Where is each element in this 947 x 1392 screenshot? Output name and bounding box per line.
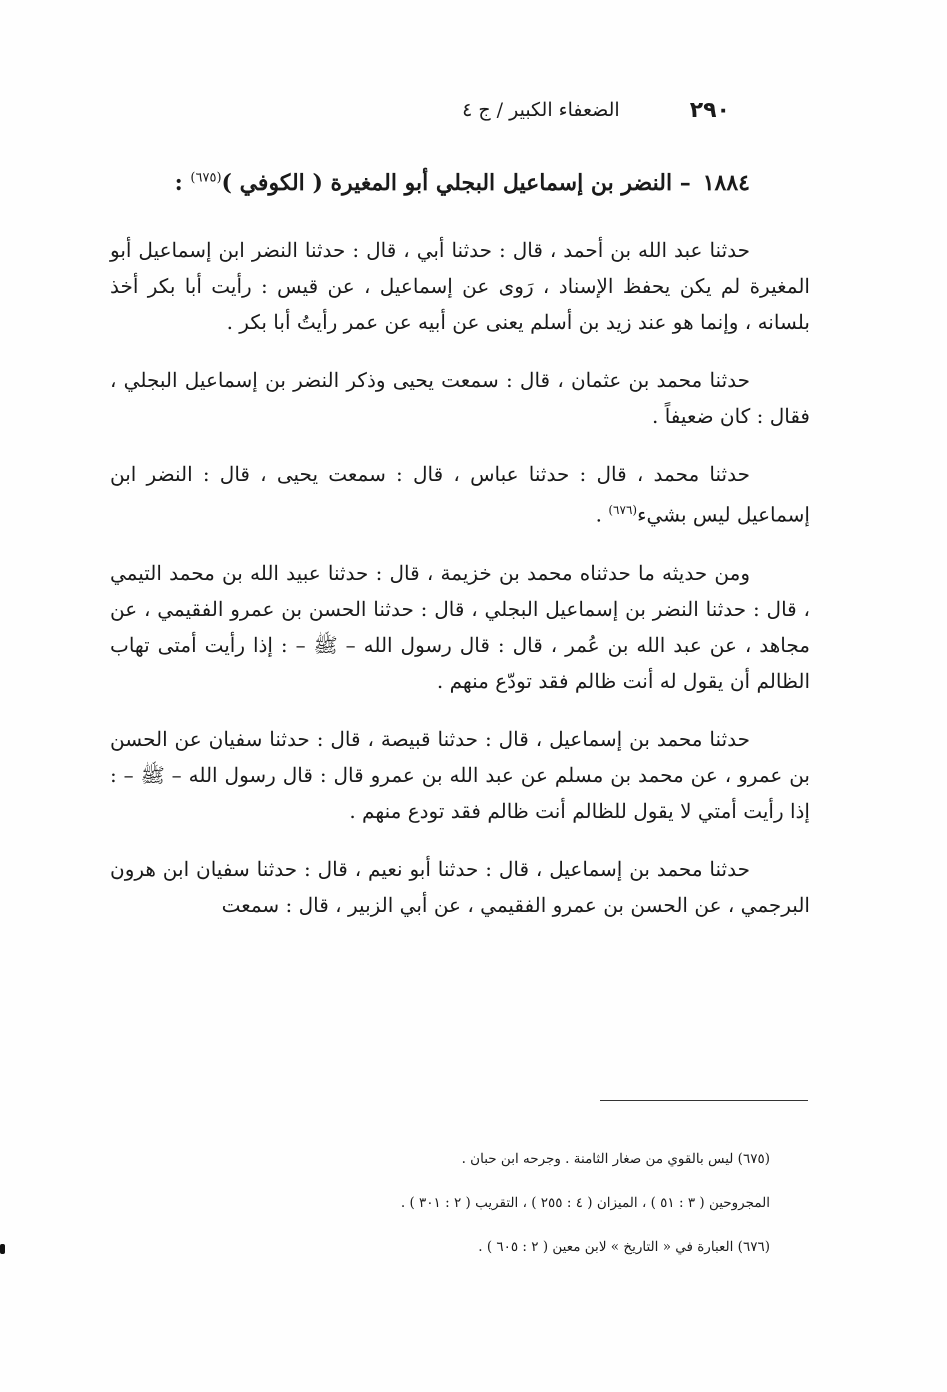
- paragraph-end: .: [595, 502, 609, 527]
- entry-body: [110, 232, 810, 945]
- paragraph-text: حدثنا محمد ، قال : حدثنا عباس ، قال : سمعت يحيى ، قال : النضر ابن إسماعيل ليس بشيء: [110, 462, 810, 527]
- page-number: ٢٩٠: [689, 97, 730, 123]
- paragraph-footnote-ref: (٦٧٦): [608, 503, 638, 517]
- running-title: الضعفاء الكبير / ج ٤: [462, 99, 620, 121]
- entry-footnote-ref: (٦٧٥): [190, 170, 222, 186]
- scan-edge-mark: [0, 1244, 5, 1254]
- footnotes: [140, 1148, 770, 1280]
- paragraph: حدثنا عبد الله بن أحمد ، قال : حدثنا أبي ، قال : حدثنا النضر ابن إسماعيل أبو المغيرة لم يكن يحفظ الإسناد ، رَوى عن إسماعيل ، عن قيس : رأيت أبا بكر أخذ بلسانه ، وإنما هو عند زيد بن أسلم يعنى عن أبيه عن عمر رأيتُ أبا بكر .: [110, 238, 810, 334]
- entry-colon: :: [174, 170, 183, 196]
- entry-number: ١٨٨٤: [702, 170, 750, 196]
- paragraph: حدثنا محمد بن إسماعيل ، قال : حدثنا قبيصة ، قال : حدثنا سفيان عن الحسن بن عمرو ، عن محمد بن مسلم عن عبد الله بن عمرو قال : قال رسول الله – ﷺ – : إذا رأيت أمتي لا يقول للظالم أنت ظالم فقد تودع منهم .: [110, 726, 810, 823]
- paragraph: حدثنا محمد بن إسماعيل ، قال : حدثنا أبو نعيم ، قال : حدثنا سفيان ابن هرون البرجمي ، عن الحسن بن عمرو الفقيمي ، عن أبي الزبير ، قال : سمعت: [110, 856, 810, 917]
- footnote: (٦٧٦) العبارة في « التاريخ » لابن معين ( ٢ : ٦٠٥ ) .: [478, 1239, 770, 1255]
- paragraph: ومن حديثه ما حدثناه محمد بن خزيمة ، قال : حدثنا عبيد الله بن محمد التيمي ، قال : حدثنا النضر بن إسماعيل البجلي ، قال : حدثنا الحسن بن عمرو الفقيمي ، عن مجاهد ، عن عبد الله بن عُمر ، قال : قال رسول الله – ﷺ – : إذا رأيت أمتى تهاب الظالم أن يقول له أنت ظالم فقد تودّع منهم .: [110, 560, 810, 693]
- paragraph: [110, 456, 810, 533]
- page-header: [370, 92, 730, 128]
- footnote: (٦٧٥) ليس بالقوي من صغار الثامنة . وجرحه ابن حبان .: [461, 1151, 770, 1167]
- entry-heading: [110, 170, 750, 196]
- footnote: المجروحين ( ٣ : ٥١ ) ، الميزان ( ٤ : ٢٥٥ ) ، التقريب ( ٢ : ٣٠١ ) .: [400, 1195, 770, 1211]
- footnote-separator: [600, 1100, 808, 1101]
- paragraph: حدثنا محمد بن عثمان ، قال : سمعت يحيى وذكر النضر بن إسماعيل البجلي ، فقال : كان ضعيفاً .: [110, 368, 810, 428]
- entry-title: – النضر بن إسماعيل البجلي أبو المغيرة ( الكوفي ): [221, 170, 691, 196]
